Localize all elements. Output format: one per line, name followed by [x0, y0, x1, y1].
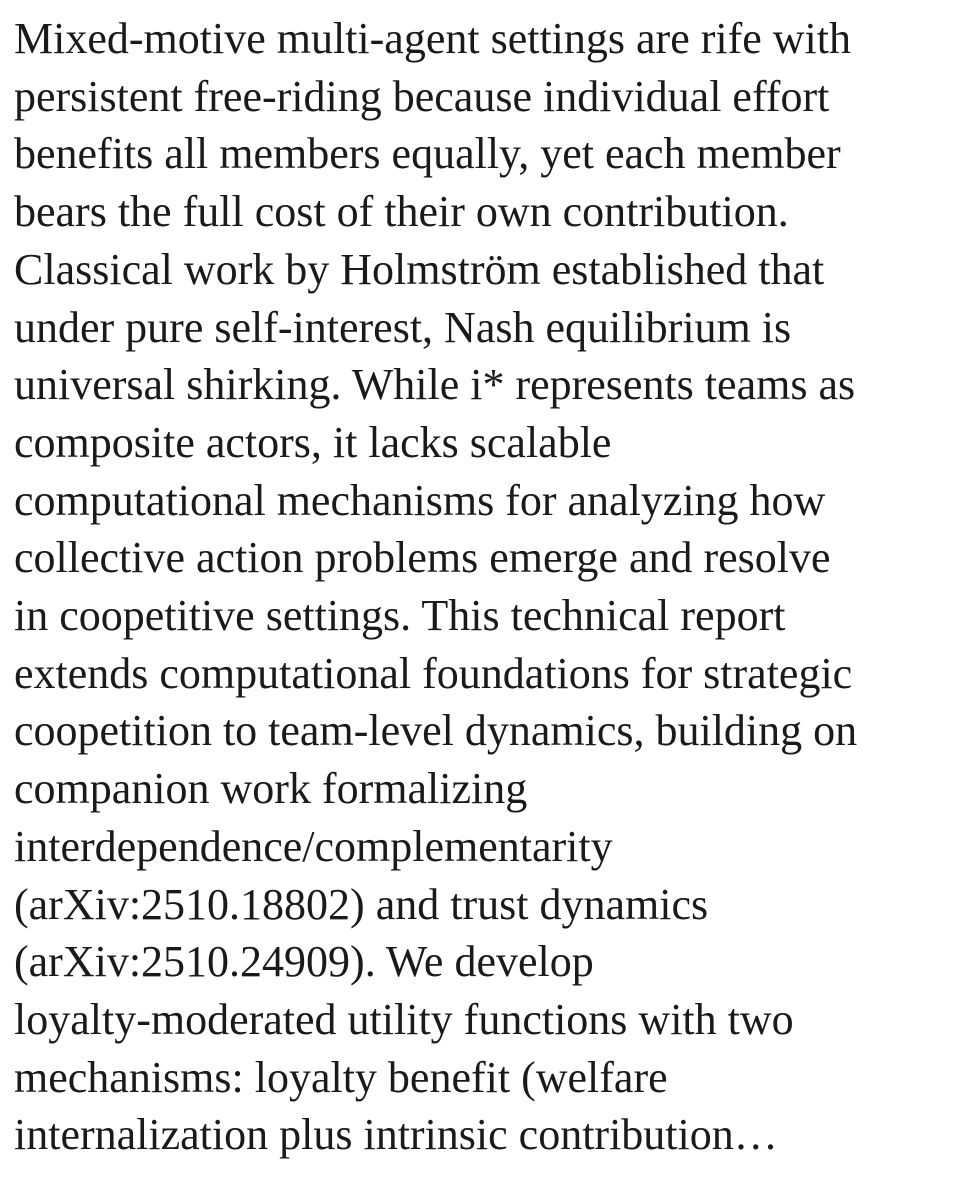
abstract-line: universal shirking. While i* represents teams as: [14, 360, 856, 410]
abstract-line: mechanisms: loyalty benefit (welfare: [14, 1052, 668, 1102]
abstract-line: internalization plus intrinsic contribution…: [14, 1110, 778, 1160]
abstract-line: Classical work by Holmström established that: [14, 244, 825, 294]
abstract-line: (arXiv:2510.24909). We develop: [14, 937, 594, 987]
abstract-line: bears the full cost of their own contribution.: [14, 187, 789, 237]
abstract-line: in coopetitive settings. This technical report: [14, 591, 786, 641]
abstract-line: under pure self-interest, Nash equilibrium is: [14, 302, 792, 352]
abstract-line: Mixed-motive multi-agent settings are rife with: [14, 14, 852, 63]
abstract-line: benefits all members equally, yet each member: [14, 129, 841, 179]
abstract-line: persistent free-riding because individual effort: [14, 71, 830, 121]
abstract-line: loyalty-moderated utility functions with two: [14, 994, 794, 1044]
abstract-line: composite actors, it lacks scalable: [14, 417, 612, 467]
abstract-line: extends computational foundations for strategic: [14, 648, 853, 698]
abstract-line: coopetition to team-level dynamics, building on: [14, 706, 858, 756]
abstract-line: companion work formalizing: [14, 764, 528, 814]
abstract-line: collective action problems emerge and resolve: [14, 533, 831, 583]
abstract-text-block: [14, 10, 954, 1164]
abstract-line: computational mechanisms for analyzing how: [14, 475, 826, 525]
abstract-line: (arXiv:2510.18802) and trust dynamics: [14, 879, 709, 929]
abstract-line: interdependence/complementarity: [14, 821, 613, 871]
